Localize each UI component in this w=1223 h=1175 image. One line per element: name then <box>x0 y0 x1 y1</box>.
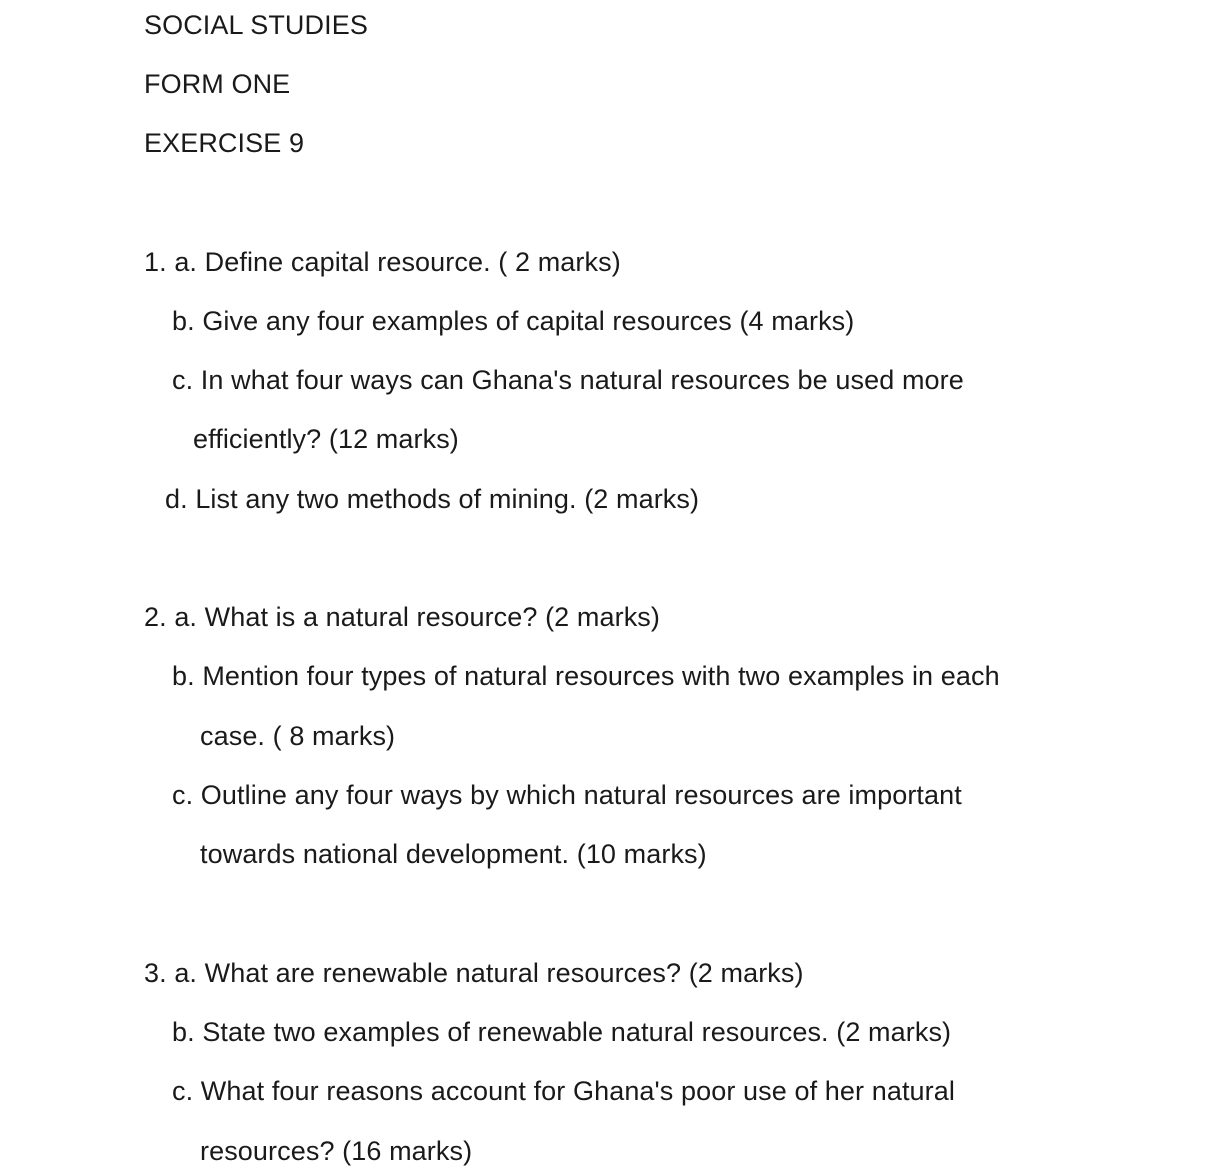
question-1b: b. Give any four examples of capital resources (4 marks) <box>172 306 855 336</box>
question-2c: c. Outline any four ways by which natural resources are important <box>172 780 962 810</box>
question-1d: d. List any two methods of mining. (2 marks) <box>165 484 700 514</box>
question-3a: 3. a. What are renewable natural resources? (2 marks) <box>144 958 804 988</box>
exercise-heading: EXERCISE 9 <box>144 128 305 158</box>
question-2c-continuation: towards national development. (10 marks) <box>200 839 707 869</box>
question-3b: b. State two examples of renewable natural resources. (2 marks) <box>172 1017 952 1047</box>
question-3c: c. What four reasons account for Ghana's poor use of her natural <box>172 1076 955 1106</box>
form-heading: FORM ONE <box>144 69 291 99</box>
question-1c: c. In what four ways can Ghana's natural resources be used more <box>172 365 964 395</box>
question-3c-continuation: resources? (16 marks) <box>200 1136 473 1166</box>
question-1c-continuation: efficiently? (12 marks) <box>193 424 459 454</box>
question-1a: 1. a. Define capital resource. ( 2 marks) <box>144 247 621 277</box>
question-2b-continuation: case. ( 8 marks) <box>200 721 396 751</box>
question-2b: b. Mention four types of natural resources with two examples in each <box>172 661 1000 691</box>
subject-heading: SOCIAL STUDIES <box>144 10 368 40</box>
question-2a: 2. a. What is a natural resource? (2 marks) <box>144 602 660 632</box>
